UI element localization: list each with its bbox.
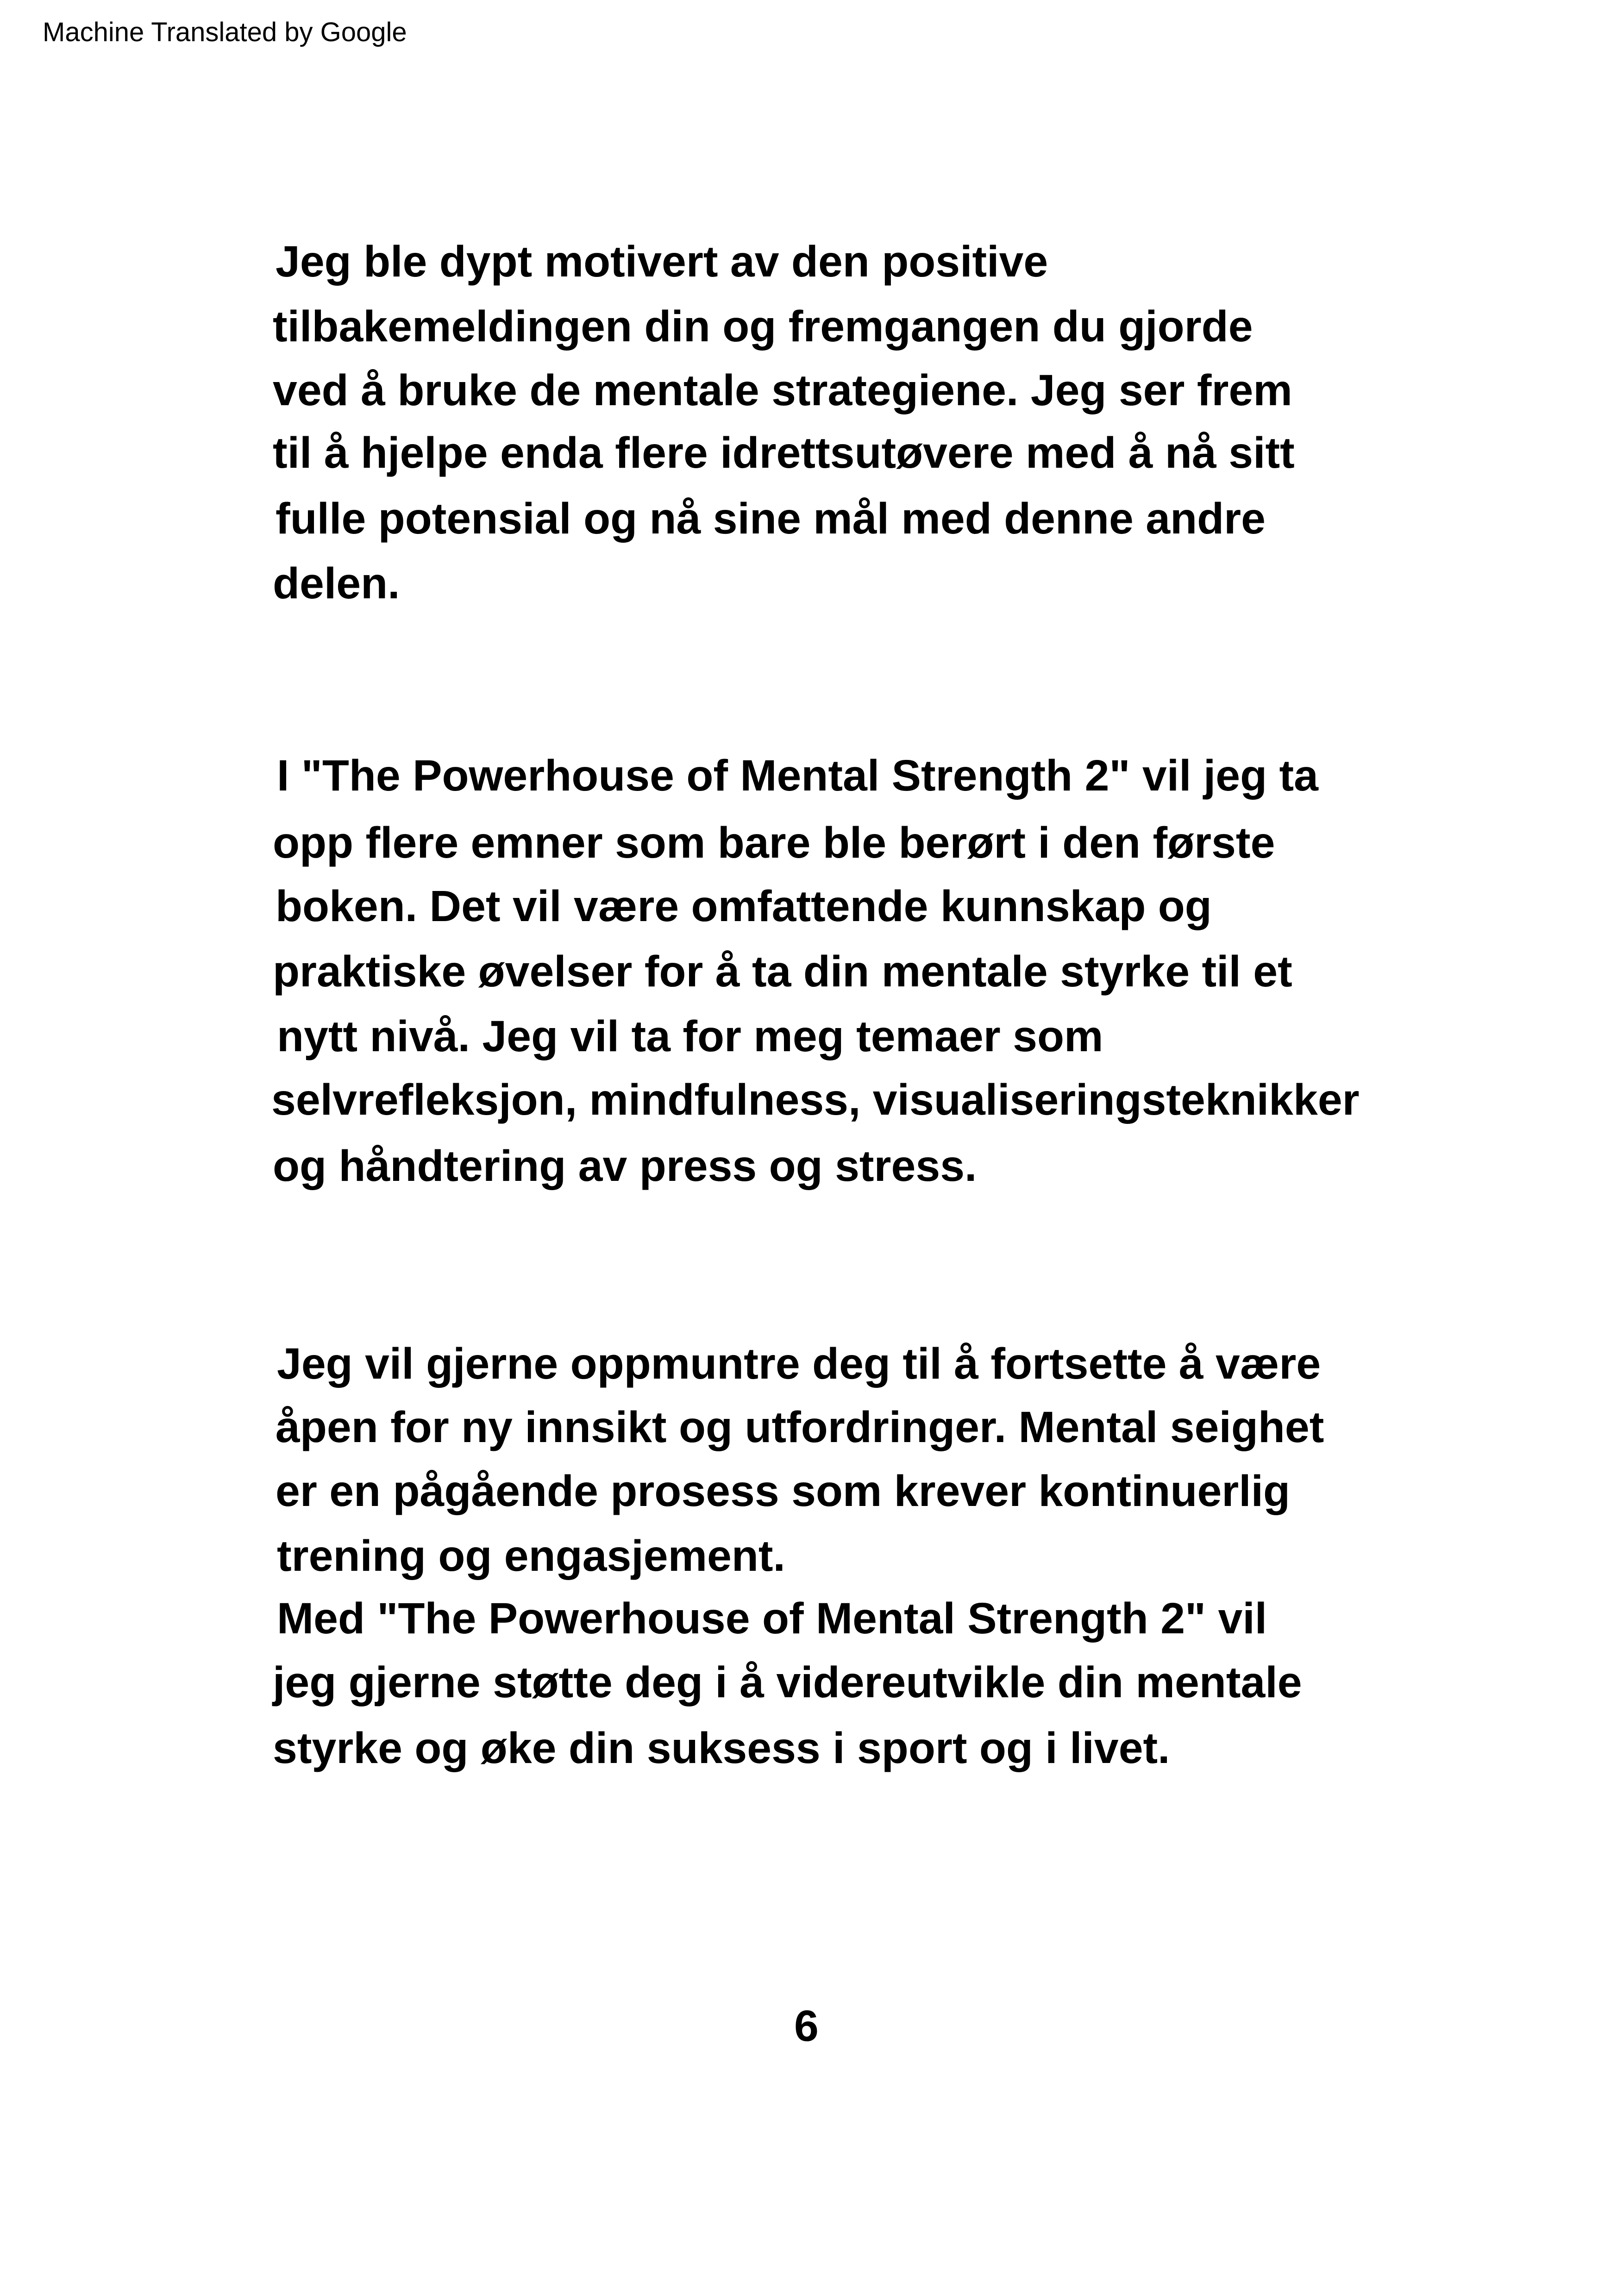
text-line: Jeg ble dypt motivert av den positive: [276, 237, 1048, 286]
text-line: praktiske øvelser for å ta din mentale styrke til et: [273, 947, 1292, 996]
text-line: ved å bruke de mentale strategiene. Jeg ser frem: [273, 366, 1292, 415]
text-line: jeg gjerne støtte deg i å videreutvikle din mentale: [273, 1658, 1302, 1707]
text-line: til å hjelpe enda flere idrettsutøvere med å nå sitt: [273, 428, 1295, 477]
text-line: tilbakemeldingen din og fremgangen du gjorde: [273, 302, 1253, 351]
page-number: 6: [794, 2001, 819, 2051]
text-line: er en pågående prosess som krever kontinuerlig: [276, 1467, 1291, 1516]
text-line: selvrefleksjon, mindfulness, visualiseringsteknikker: [271, 1075, 1360, 1124]
text-line: boken. Det vil være omfattende kunnskap og: [276, 882, 1212, 931]
text-line: åpen for ny innsikt og utfordringer. Mental seighet: [276, 1403, 1324, 1452]
machine-translation-note: Machine Translated by Google: [43, 17, 407, 47]
text-line: styrke og øke din suksess i sport og i livet.: [273, 1724, 1170, 1773]
text-line: og håndtering av press og stress.: [273, 1142, 977, 1191]
text-line: I "The Powerhouse of Mental Strength 2" vil jeg ta: [277, 751, 1319, 800]
text-line: Med "The Powerhouse of Mental Strength 2" vil: [277, 1594, 1267, 1643]
text-line: delen.: [273, 559, 400, 608]
text-line: Jeg vil gjerne oppmuntre deg til å fortsette å være: [277, 1339, 1321, 1388]
text-line: trening og engasjement.: [277, 1531, 785, 1581]
text-line: fulle potensial og nå sine mål med denne andre: [276, 494, 1266, 543]
text-line: nytt nivå. Jeg vil ta for meg temaer som: [277, 1012, 1103, 1061]
text-line: opp flere emner som bare ble berørt i den første: [273, 818, 1275, 867]
